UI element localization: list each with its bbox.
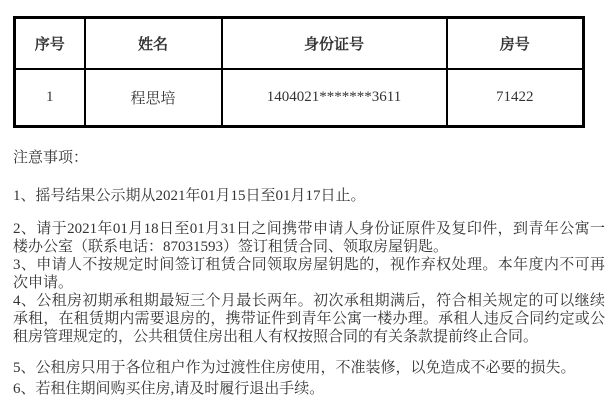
table-row — [15, 69, 584, 127]
col-header-room-number: 房号 — [447, 18, 584, 69]
cell-name: 程思培 — [85, 69, 222, 127]
note-item-5: 5、公租房只用于各位租户作为过渡性住房使用，不准装修，以免造成不必要的损失。 — [13, 360, 576, 376]
note-item-2: 2、请于2021年01月18日至01月31日之间携带申请人身份证原件及复印件，到青年公寓一楼办公室（联系电话：87031593）签订租赁合同、领取房屋钥匙。 — [13, 221, 605, 255]
cell-id-number: 1404021*******3611 — [222, 69, 447, 127]
note-item-3: 3、申请人不按规定时间签订租赁合同领取房屋钥匙的，视作弃权处理。本年度内不可再次申请。 — [13, 257, 605, 291]
table-header-row — [15, 18, 584, 69]
cell-room-number: 71422 — [447, 69, 584, 127]
note-item-1: 1、摇号结果公示期从2021年01月15日至01月17日止。 — [13, 188, 366, 204]
note-item-4: 4、公租房初期承租期最短三个月最长两年。初次承租期满后，符合相关规定的可以继续承租，在租赁期内需要退房的，携带证件到青年公寓一楼办理。承租人违反合同约定或公租房管理规定的，公共租赁住房出租人有权按照合同的有关条款提前终止合同。 — [13, 293, 605, 345]
col-header-id-number: 身份证号 — [222, 18, 447, 69]
notes-section — [13, 149, 605, 398]
col-header-index: 序号 — [15, 18, 85, 69]
allocation-result-table — [13, 16, 585, 128]
cell-index: 1 — [15, 69, 85, 127]
notes-title: 注意事项： — [13, 150, 89, 166]
note-item-6: 6、若租住期间购买住房,请及时履行退出手续。 — [13, 381, 325, 397]
col-header-name: 姓名 — [85, 18, 222, 69]
